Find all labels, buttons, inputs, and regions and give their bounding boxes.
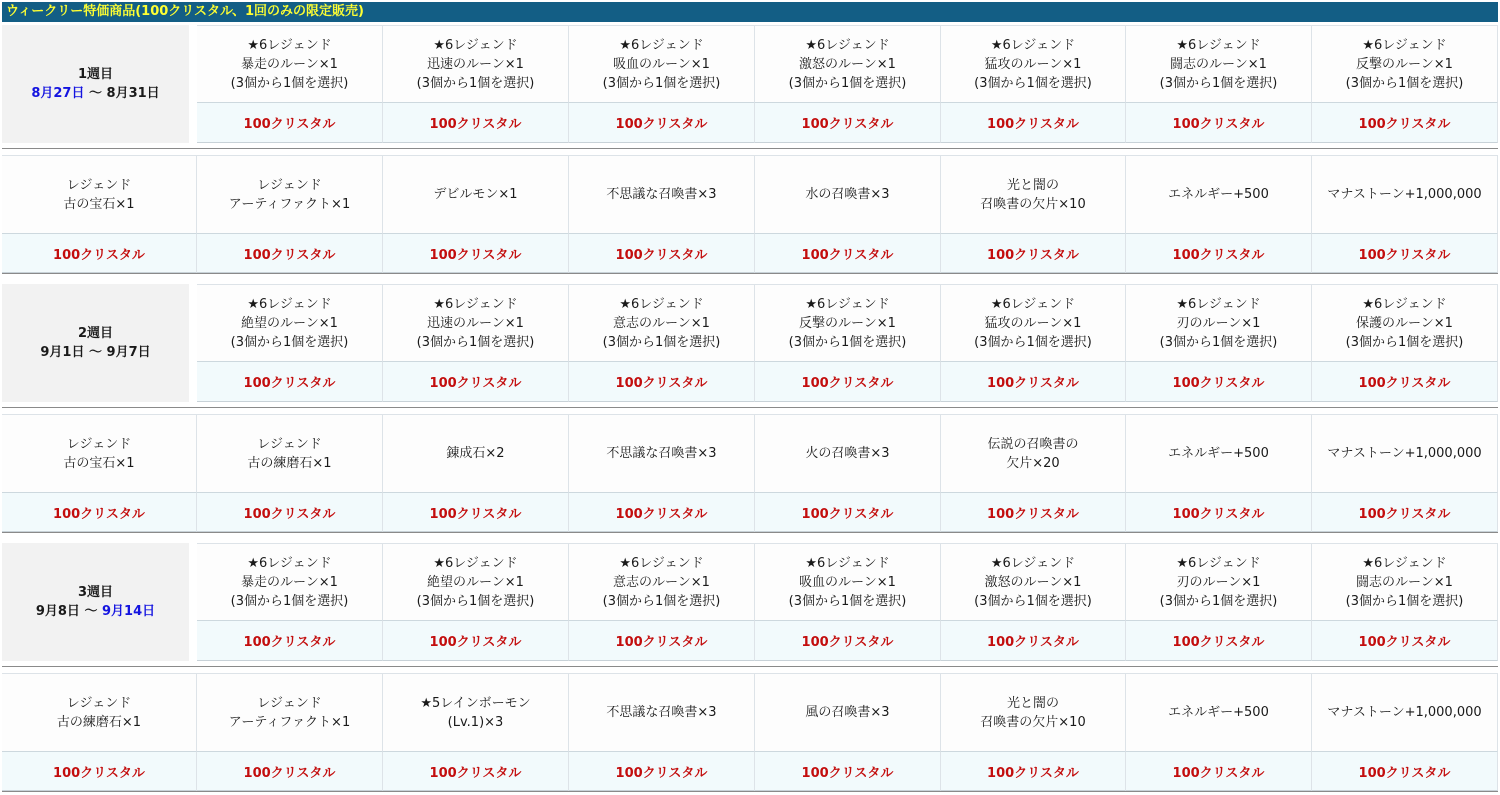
item-name: 不思議な召喚書×3 — [569, 673, 755, 751]
item-price: 100クリスタル — [1126, 620, 1312, 661]
item-name: ★6レジェンド 反撃のルーン×1 (3個から1個を選択) — [1312, 25, 1498, 102]
item-name: ★6レジェンド 激怒のルーン×1 (3個から1個を選択) — [941, 543, 1126, 620]
item-name: ★6レジェンド 吸血のルーン×1 (3個から1個を選択) — [569, 25, 755, 102]
row-divider — [2, 666, 1498, 667]
item-price: 100クリスタル — [1312, 102, 1498, 143]
item-name: ★6レジェンド 反撃のルーン×1 (3個から1個を選択) — [755, 284, 941, 361]
item-price: 100クリスタル — [569, 233, 755, 273]
item-price: 100クリスタル — [1312, 233, 1498, 273]
item-price: 100クリスタル — [755, 102, 941, 143]
week-number: 3週目 — [77, 585, 114, 600]
item-name: 火の召喚書×3 — [755, 414, 941, 492]
item-name: ★6レジェンド 迅速のルーン×1 (3個から1個を選択) — [383, 25, 569, 102]
item-name: ★6レジェンド 闘志のルーン×1 (3個から1個を選択) — [1312, 543, 1498, 620]
item-price: 100クリスタル — [2, 751, 197, 791]
item-name: ★6レジェンド 暴走のルーン×1 (3個から1個を選択) — [197, 25, 383, 102]
week-date-range — [36, 602, 155, 621]
item-price: 100クリスタル — [755, 620, 941, 661]
item-price: 100クリスタル — [383, 492, 569, 532]
item-name: エネルギー+500 — [1126, 673, 1312, 751]
item-name: ★6レジェンド 闘志のルーン×1 (3個から1個を選択) — [1126, 25, 1312, 102]
item-price: 100クリスタル — [1126, 751, 1312, 791]
item-name: デビルモン×1 — [383, 155, 569, 233]
item-name: レジェンド アーティファクト×1 — [197, 155, 383, 233]
week-end-date: 9月7日 — [106, 345, 151, 360]
item-name: 水の召喚書×3 — [755, 155, 941, 233]
item-name: 伝説の召喚書の 欠片×20 — [941, 414, 1126, 492]
week-end-date: 8月31日 — [106, 86, 160, 101]
item-name: レジェンド 古の練磨石×1 — [197, 414, 383, 492]
week-start-date: 8月27日 — [31, 86, 85, 101]
item-price: 100クリスタル — [2, 492, 197, 532]
date-separator: ～ — [79, 604, 102, 619]
item-name: エネルギー+500 — [1126, 414, 1312, 492]
week-date-range — [31, 84, 159, 103]
item-name: ★6レジェンド 保護のルーン×1 (3個から1個を選択) — [1312, 284, 1498, 361]
item-price: 100クリスタル — [197, 102, 383, 143]
item-name: 光と闇の 召喚書の欠片×10 — [941, 155, 1126, 233]
item-price: 100クリスタル — [1126, 361, 1312, 402]
item-price: 100クリスタル — [1312, 492, 1498, 532]
item-price: 100クリスタル — [1126, 492, 1312, 532]
item-name: ★6レジェンド 絶望のルーン×1 (3個から1個を選択) — [383, 543, 569, 620]
item-name: ★6レジェンド 暴走のルーン×1 (3個から1個を選択) — [197, 543, 383, 620]
item-price: 100クリスタル — [383, 361, 569, 402]
page-title: ウィークリー特価商品(100クリスタル、1回のみの限定販売) — [2, 2, 1498, 22]
date-separator: ～ — [84, 345, 107, 360]
item-name: ★6レジェンド 刃のルーン×1 (3個から1個を選択) — [1126, 543, 1312, 620]
item-name: レジェンド アーティファクト×1 — [197, 673, 383, 751]
row-divider — [2, 407, 1498, 408]
item-name: エネルギー+500 — [1126, 155, 1312, 233]
item-name: レジェンド 古の練磨石×1 — [2, 673, 197, 751]
item-price: 100クリスタル — [941, 233, 1126, 273]
week-label-2 — [2, 284, 189, 402]
week-start-date: 9月8日 — [35, 604, 80, 619]
item-price: 100クリスタル — [569, 102, 755, 143]
item-price: 100クリスタル — [569, 620, 755, 661]
item-price: 100クリスタル — [755, 492, 941, 532]
item-price: 100クリスタル — [941, 751, 1126, 791]
item-name: ★6レジェンド 吸血のルーン×1 (3個から1個を選択) — [755, 543, 941, 620]
item-price: 100クリスタル — [2, 233, 197, 273]
item-name: ★6レジェンド 猛攻のルーン×1 (3個から1個を選択) — [941, 25, 1126, 102]
item-price: 100クリスタル — [1126, 102, 1312, 143]
week-label-3 — [2, 543, 189, 661]
item-price: 100クリスタル — [197, 361, 383, 402]
item-name: レジェンド 古の宝石×1 — [2, 155, 197, 233]
week-number: 1週目 — [77, 67, 114, 82]
item-name: ★6レジェンド 意志のルーン×1 (3個から1個を選択) — [569, 543, 755, 620]
item-name: マナストーン+1,000,000 — [1312, 673, 1498, 751]
date-separator: ～ — [84, 86, 107, 101]
row-divider — [2, 148, 1498, 149]
item-price: 100クリスタル — [197, 492, 383, 532]
item-name: 不思議な召喚書×3 — [569, 155, 755, 233]
item-name: 風の召喚書×3 — [755, 673, 941, 751]
item-price: 100クリスタル — [569, 751, 755, 791]
row-divider — [2, 532, 1498, 533]
week-number: 2週目 — [77, 326, 114, 341]
item-price: 100クリスタル — [383, 751, 569, 791]
item-price: 100クリスタル — [197, 620, 383, 661]
item-price: 100クリスタル — [941, 361, 1126, 402]
item-price: 100クリスタル — [941, 102, 1126, 143]
item-price: 100クリスタル — [569, 361, 755, 402]
item-name: ★6レジェンド 猛攻のルーン×1 (3個から1個を選択) — [941, 284, 1126, 361]
item-price: 100クリスタル — [197, 233, 383, 273]
week-date-range — [40, 343, 150, 362]
item-name: ★6レジェンド 刃のルーン×1 (3個から1個を選択) — [1126, 284, 1312, 361]
item-price: 100クリスタル — [1312, 361, 1498, 402]
item-price: 100クリスタル — [383, 102, 569, 143]
week-end-date: 9月14日 — [102, 604, 156, 619]
week-start-date: 9月1日 — [40, 345, 85, 360]
item-price: 100クリスタル — [755, 751, 941, 791]
item-name: ★6レジェンド 迅速のルーン×1 (3個から1個を選択) — [383, 284, 569, 361]
item-price: 100クリスタル — [383, 233, 569, 273]
item-name: 錬成石×2 — [383, 414, 569, 492]
item-price: 100クリスタル — [755, 361, 941, 402]
item-name: 光と闇の 召喚書の欠片×10 — [941, 673, 1126, 751]
item-name: ★6レジェンド 意志のルーン×1 (3個から1個を選択) — [569, 284, 755, 361]
item-price: 100クリスタル — [383, 620, 569, 661]
item-price: 100クリスタル — [569, 492, 755, 532]
item-name: ★6レジェンド 激怒のルーン×1 (3個から1個を選択) — [755, 25, 941, 102]
item-price: 100クリスタル — [941, 620, 1126, 661]
week-label-1 — [2, 25, 189, 143]
item-price: 100クリスタル — [755, 233, 941, 273]
item-price: 100クリスタル — [197, 751, 383, 791]
item-name: 不思議な召喚書×3 — [569, 414, 755, 492]
item-name: マナストーン+1,000,000 — [1312, 414, 1498, 492]
row-divider — [2, 273, 1498, 274]
item-name: ★5レインボーモン (Lv.1)×3 — [383, 673, 569, 751]
item-name: レジェンド 古の宝石×1 — [2, 414, 197, 492]
item-price: 100クリスタル — [941, 492, 1126, 532]
item-price: 100クリスタル — [1126, 233, 1312, 273]
item-price: 100クリスタル — [1312, 751, 1498, 791]
item-name: マナストーン+1,000,000 — [1312, 155, 1498, 233]
row-divider — [2, 791, 1498, 792]
item-price: 100クリスタル — [1312, 620, 1498, 661]
item-name: ★6レジェンド 絶望のルーン×1 (3個から1個を選択) — [197, 284, 383, 361]
